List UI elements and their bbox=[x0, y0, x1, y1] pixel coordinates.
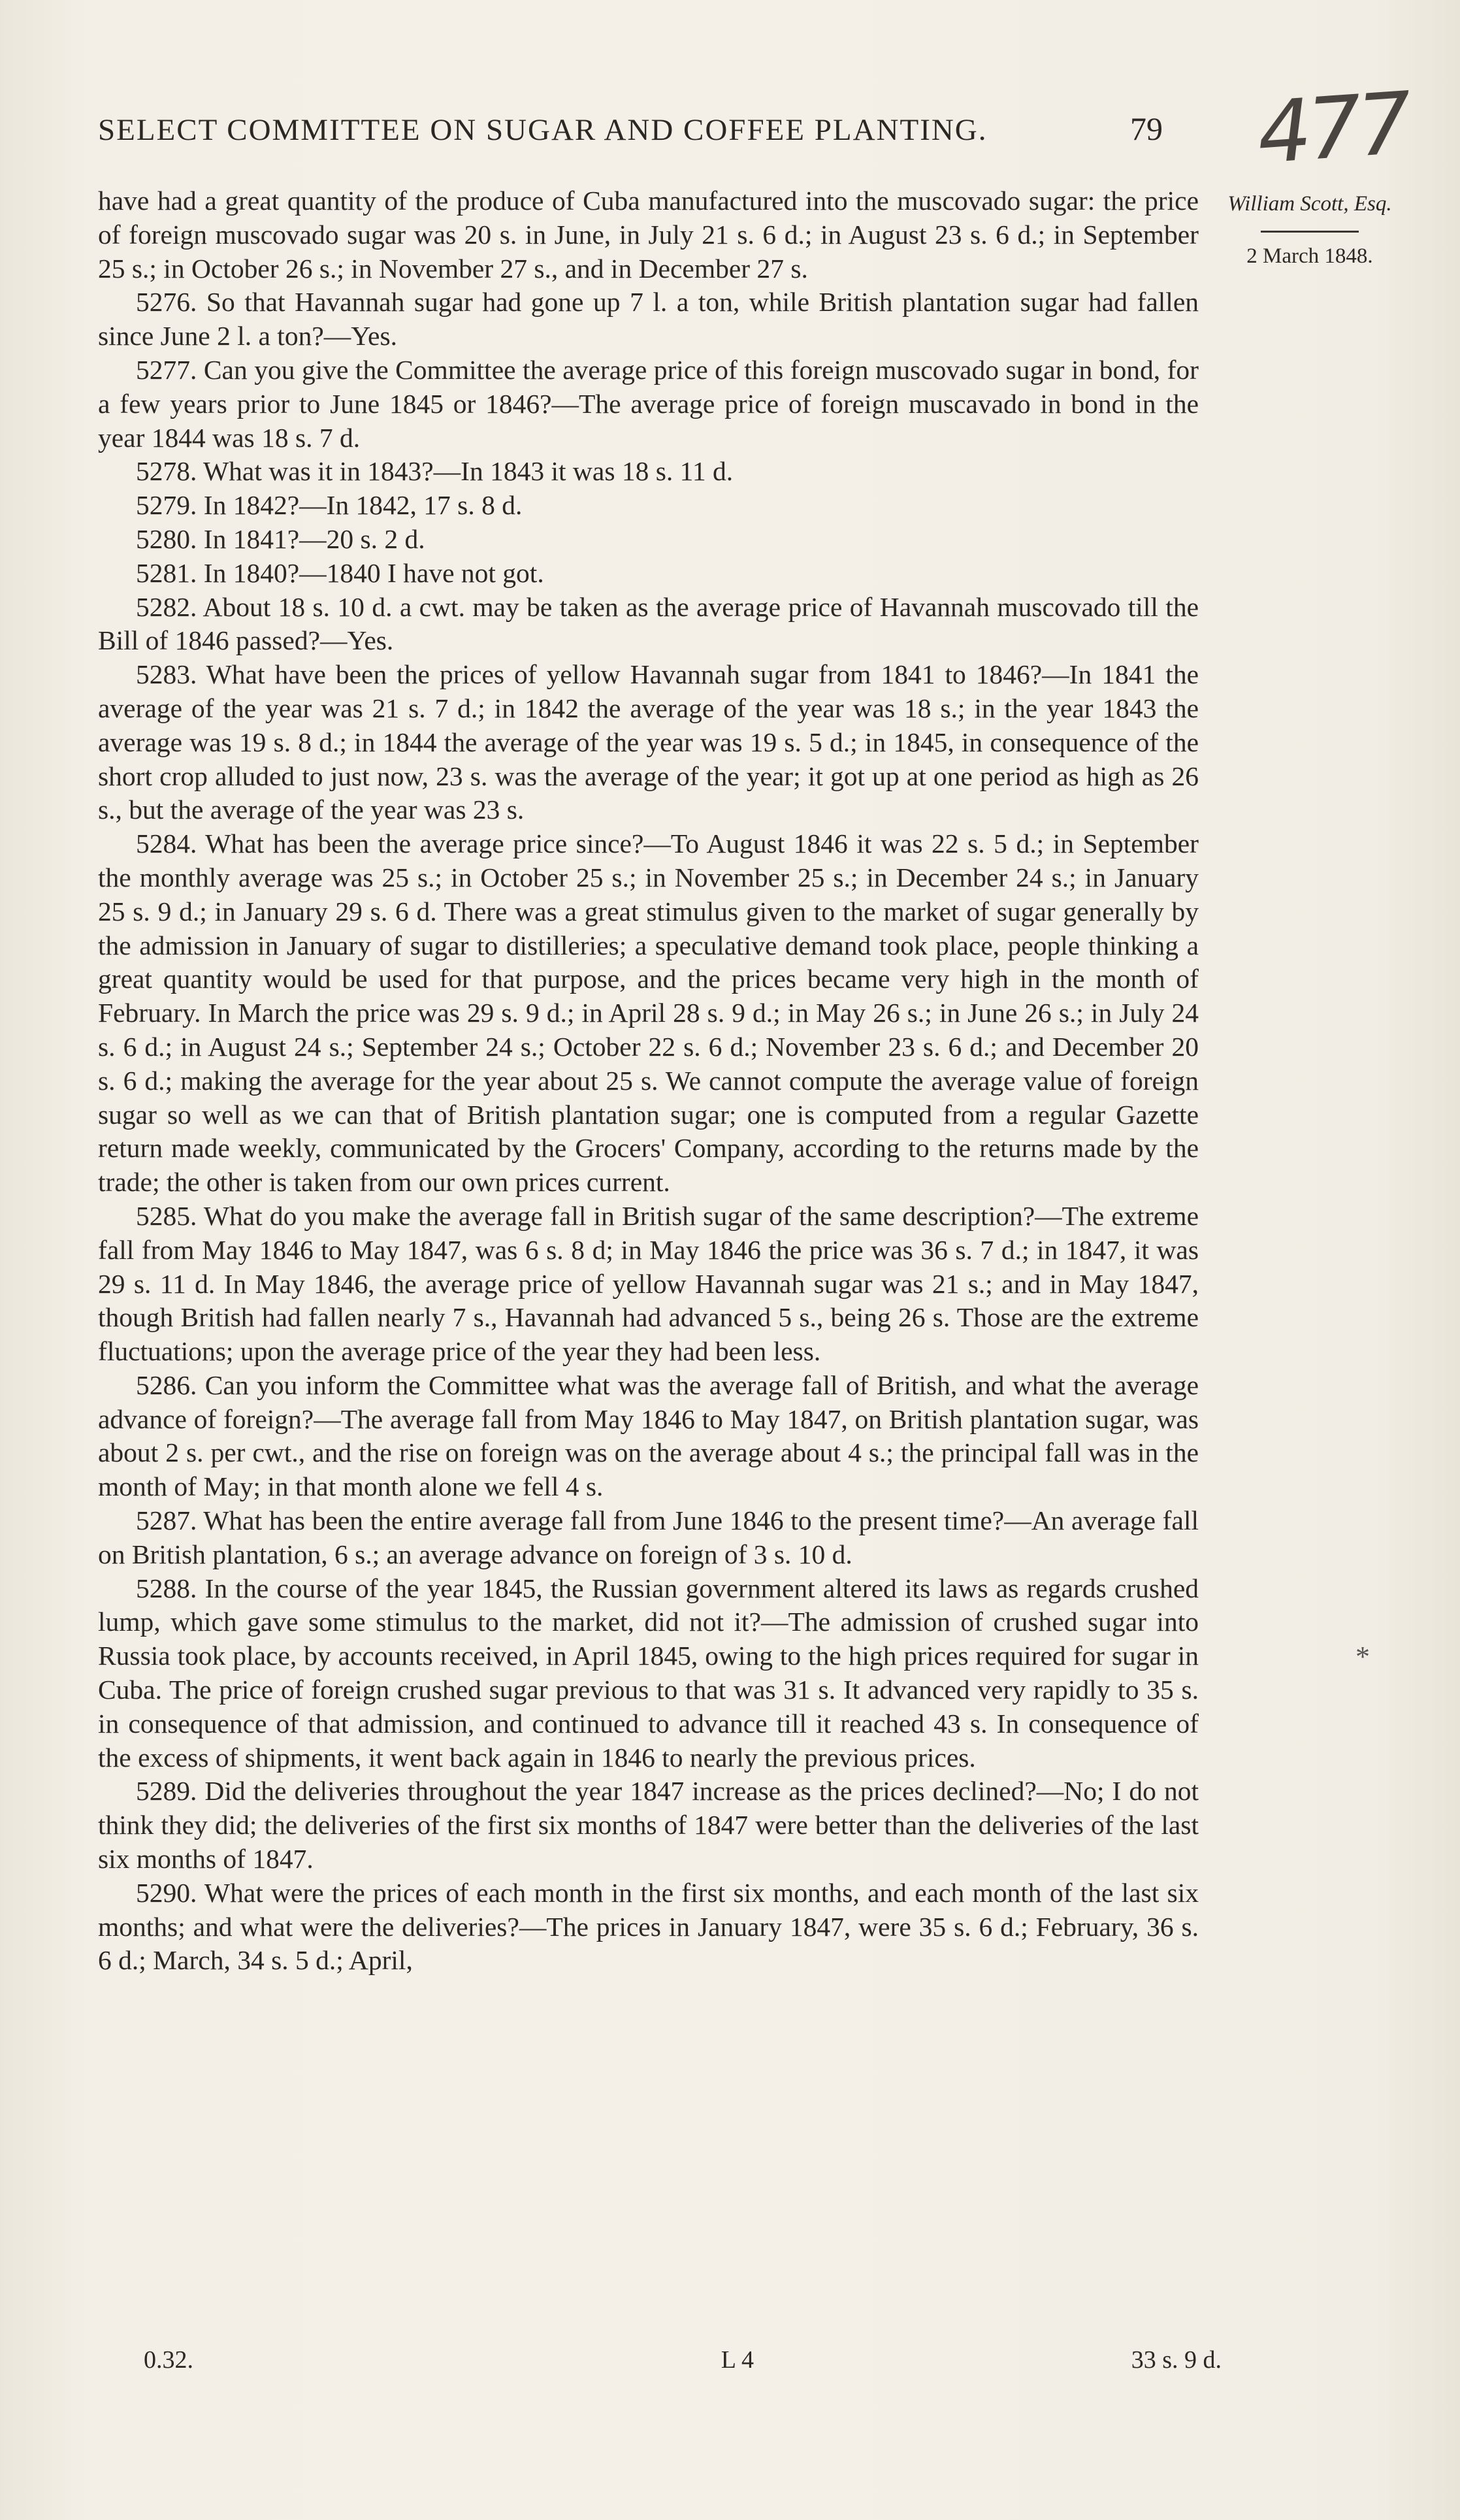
paragraph-5278: 5278. What was it in 1843?—In 1843 it was 18 s. 11 d. bbox=[136, 456, 734, 487]
paragraph-5288: 5288. In the course of the year 1845, the Russian government altered its laws as regards crushed lump, which gave some stimulus to the market, did not it?—The admission of crushed sugar into Russia took place, by accounts received, in April 1845, owing to the high prices required for sugar in Cuba. The price of foreign crushed sugar previous to that was 31 s. It advanced very rapidly to 35 s. in consequence of that admission, and continued to advance till it reached 43 s. In consequence of the excess of shipments, it went back again in 1846 to nearly the previous prices. bbox=[98, 1573, 1199, 1773]
body-text bbox=[98, 184, 1199, 1978]
paragraph-5277: 5277. Can you give the Committee the average price of this foreign muscovado sugar in bond, for a few years prior to June 1845 or 1846?—The average price of foreign muscavado in bond in the year 1844 was 18 s. 7 d. bbox=[98, 354, 1199, 453]
paragraph-5286: 5286. Can you inform the Committee what was the average fall of British, and what the average advance of foreign?—The average fall from May 1846 to May 1847, on British plantation sugar, was about 2 s. per cwt., and the rise on foreign was on the average about 4 s.; the principal fall was in the month of May; in that month alone we fell 4 s. bbox=[98, 1369, 1199, 1502]
footer-sheet-code: 0.32. bbox=[144, 2346, 193, 2374]
paragraph-5282: 5282. About 18 s. 10 d. a cwt. may be taken as the average price of Havannah muscovado till the Bill of 1846 passed?—Yes. bbox=[98, 591, 1199, 656]
margin-asterisk-mark: * bbox=[1355, 1641, 1370, 1673]
paragraph-5279: 5279. In 1842?—In 1842, 17 s. 8 d. bbox=[136, 490, 523, 521]
page-footer bbox=[144, 2346, 1222, 2374]
paragraph-5276: 5276. So that Havannah sugar had gone up 7 l. a ton, while British plantation sugar had fallen since June 2 l. a ton?—Yes. bbox=[98, 287, 1199, 352]
margin-note bbox=[1212, 189, 1408, 270]
paragraph-5284: 5284. What has been the average price since?—To August 1846 it was 22 s. 5 d.; in September the monthly average was 25 s.; in October 25 s.; in November 25 s.; in December 24 s.; in January 25 s. 9 d.; in January 29 s. 6 d. There was a great stimulus given to the market of sugar generally by the admission in January of sugar to distilleries; a speculative demand took place, people thinking a great quantity would be used for that purpose, and the prices became very high in the month of February. In March the price was 29 s. 9 d.; in April 28 s. 9 d.; in May 26 s.; in June 26 s.; in July 24 s. 6 d.; in August 24 s.; September 24 s.; October 22 s. 6 d.; November 23 s. 6 d.; and December 20 s. 6 d.; making the average for the year about 25 s. We cannot compute the average value of foreign sugar so well as we can that of British plantation sugar; one is computed from a regular Gazette return made weekly, communicated by the Grocers' Company, according to the returns made by the trade; the other is taken from our own prices current. bbox=[98, 828, 1199, 1198]
header-title: SELECT COMMITTEE ON SUGAR AND COFFEE PLANTING. bbox=[98, 113, 988, 147]
witness-date: 2 March 1848. bbox=[1246, 244, 1373, 268]
paragraph-5281: 5281. In 1840?—1840 I have not got. bbox=[136, 557, 544, 588]
running-header bbox=[98, 110, 1169, 148]
paragraph-5287: 5287. What has been the entire average fall from June 1846 to the present time?—An average fall on British plantation, 6 s.; an average advance on foreign of 3 s. 10 d. bbox=[98, 1505, 1199, 1569]
witness-name: William Scott, Esq. bbox=[1227, 192, 1392, 216]
footer-catchword: 33 s. 9 d. bbox=[1131, 2346, 1222, 2374]
paragraph-5290: 5290. What were the prices of each month in the first six months, and each month of the last six months; and what were the deliveries?—The prices in January 1847, were 35 s. 6 d.; February, 36 s. 6 d.; March, 34 s. 5 d.; April, bbox=[98, 1877, 1199, 1976]
paragraph-5283: 5283. What have been the prices of yellow Havannah sugar from 1841 to 1846?—In 1841 the average of the year was 21 s. 7 d.; in 1842 the average of the year was 18 s.; in the year 1843 the average was 19 s. 8 d.; in 1844 the average of the year was 19 s. 5 d.; in 1845, in consequence of the short crop alluded to just now, 23 s. was the average of the year; it got up at one period as high as 26 s., but the average of the year was 23 s. bbox=[98, 659, 1199, 825]
margin-rule bbox=[1261, 231, 1359, 233]
paragraph-5285: 5285. What do you make the average fall in British sugar of the same description?—The extreme fall from May 1846 to May 1847, was 6 s. 8 d; in May 1846 the price was 36 s. 7 d.; in 1847, it was 29 s. 11 d. In May 1846, the average price of yellow Havannah sugar was 21 s.; and in May 1847, though British had fallen nearly 7 s., Havannah had advanced 5 s., being 26 s. Those are the extreme fluctuations; upon the average price of the year they had been less. bbox=[98, 1200, 1199, 1367]
handwritten-folio-number: 477 bbox=[1254, 73, 1412, 183]
footer-signature-mark: L 4 bbox=[721, 2346, 754, 2374]
paragraph-5280: 5280. In 1841?—20 s. 2 d. bbox=[136, 523, 425, 554]
page-number: 79 bbox=[1130, 110, 1163, 147]
paragraph-5289: 5289. Did the deliveries throughout the year 1847 increase as the prices declined?—No; I do not think they did; the deliveries of the first six months of 1847 were better than the deliveries of the last six months of 1847. bbox=[98, 1776, 1199, 1874]
paragraph: have had a great quantity of the produce of Cuba manufactured into the muscovado sugar: the price of foreign muscovado sugar was 20 s. in June, in July 21 s. 6 d.; in August 23 s. 6 d.; in September 25 s.; in October 26 s.; in November 27 s., and in December 27 s. bbox=[98, 186, 1199, 284]
